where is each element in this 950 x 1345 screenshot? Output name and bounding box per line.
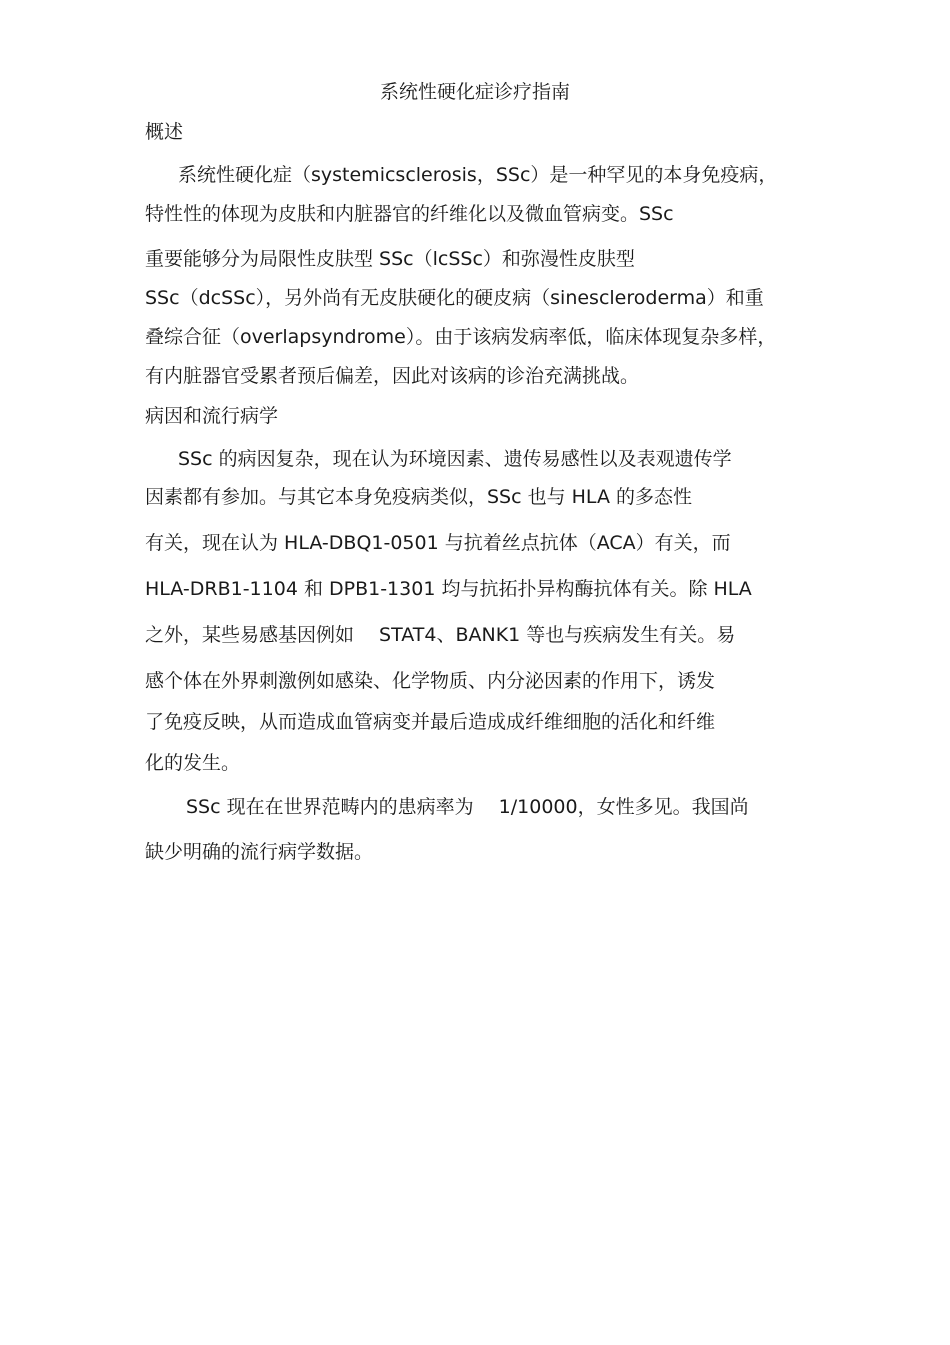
paragraph-line: 了免疫反映，从而造成血管病变并最后造成成纤维细胞的活化和纤维 (145, 711, 716, 733)
paragraph-line: SSc 现在在世界范畴内的患病率为 1/10000，女性多见。我国尚 (186, 796, 749, 818)
document-title: 系统性硬化症诊疗指南 (379, 81, 570, 103)
paragraph-line: 有内脏器官受累者预后偏差，因此对该病的诊治充满挑战。 (145, 365, 640, 387)
paragraph-line: 之外，某些易感基因例如 STAT4、BANK1 等也与疾病发生有关。易 (145, 624, 736, 646)
paragraph-line: 系统性硬化症（systemicsclerosis，SSc）是一种罕见的本身免疫病， (178, 164, 778, 186)
section-heading-etiology: 病因和流行病学 (145, 405, 279, 427)
paragraph-line: 因素都有参加。与其它本身免疫病类似，SSc 也与 HLA 的多态性 (145, 486, 692, 508)
section-heading-overview: 概述 (145, 121, 184, 143)
paragraph-line: 感个体在外界刺激例如感染、化学物质、内分泌因素的作用下，诱发 (145, 670, 716, 692)
paragraph-line: HLA-DRB1-1104 和 DPB1-1301 均与抗拓扑异构酶抗体有关。除 HLA (145, 578, 752, 600)
paragraph-line: SSc（dcSSc），另外尚有无皮肤硬化的硬皮病（sinescleroderma）和重 (145, 287, 764, 309)
paragraph-line: SSc 的病因复杂，现在认为环境因素、遗传易感性以及表观遗传学 (178, 448, 732, 470)
paragraph-line: 叠综合征（overlapsyndrome）。由于该病发病率低，临床体现复杂多样， (145, 326, 777, 348)
paragraph-line: 有关，现在认为 HLA-DBQ1-0501 与抗着丝点抗体（ACA）有关，而 (145, 532, 731, 554)
paragraph-line: 化的发生。 (145, 752, 241, 774)
paragraph-line: 特性性的体现为皮肤和内脏器官的纤维化以及微血管病变。SSc (145, 203, 674, 225)
paragraph-line: 重要能够分为局限性皮肤型 SSc（lcSSc）和弥漫性皮肤型 (145, 248, 635, 270)
paragraph-line: 缺少明确的流行病学数据。 (145, 841, 374, 863)
